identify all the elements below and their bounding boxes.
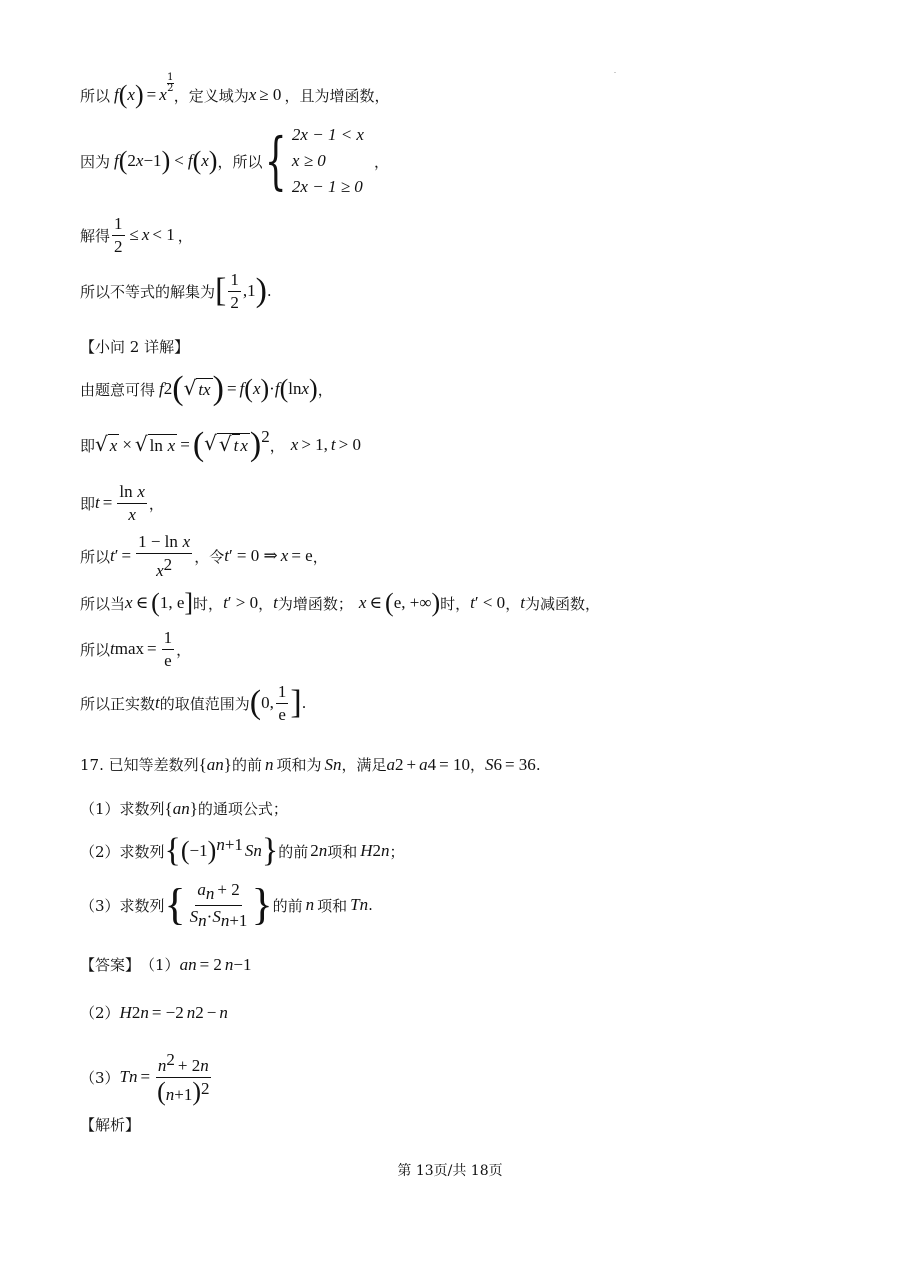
line-range: 所以正实数 t 的取值范围为 ( 0, $\frac{1}{e}$ ] . bbox=[80, 682, 307, 724]
answer-label: 【答案】 bbox=[80, 956, 141, 974]
text: 因为 bbox=[80, 152, 111, 171]
text: 所以 bbox=[80, 547, 111, 566]
line-f-definition: 所以 f ( x ) = x 1 2 ，定义域为 x ≥ 0 ，且为增函数， bbox=[80, 71, 390, 109]
question-17: 17. 已知等差数列 { a n } 的前 n 项和为 S n ，满足 a 2 + a 4 = 10 ， S 6 = 36 . bbox=[80, 754, 541, 774]
text: 17. 已知等差数列 bbox=[80, 756, 199, 774]
text: . bbox=[535, 755, 541, 774]
text: （3） bbox=[80, 1068, 120, 1087]
question-17-part1: （1）求数列 { a n } 的通项公式； bbox=[80, 798, 288, 818]
text: 的取值范围为 bbox=[159, 694, 250, 713]
text: 的前 bbox=[272, 896, 303, 915]
text: 项和 bbox=[327, 842, 358, 861]
text: ， bbox=[312, 547, 328, 566]
text: 即 bbox=[80, 494, 96, 513]
text: （3）求数列 bbox=[80, 896, 165, 915]
text: . bbox=[266, 282, 272, 301]
answer-part1: 【答案】 （1） a n = 2 n −1 bbox=[80, 954, 252, 974]
text: 时， bbox=[193, 594, 224, 613]
line-given: 由题意可得 f 2 ( √ tx ) = f ( x ) · f ( ln x ) ， bbox=[80, 370, 333, 407]
text: 项和为 bbox=[276, 756, 322, 774]
inequality-system: { 2x − 1 < x x ≥ 0 2x − 1 ≥ 0 bbox=[262, 122, 364, 200]
system-row: 2x − 1 ≥ 0 bbox=[291, 177, 363, 196]
text: 所以 bbox=[80, 86, 111, 105]
text: ， bbox=[469, 756, 485, 774]
page-footer: 第 13页/共 18页 bbox=[397, 1163, 503, 1179]
text: 【解析】 bbox=[80, 1116, 141, 1134]
line-derivative: 所以 t ′ = $\frac{\text{1 − ln x}}{x^2}$ ，令 t ′ = 0 ⇒ x = e ， bbox=[80, 532, 328, 580]
text: 的通项公式； bbox=[197, 800, 288, 818]
text: . bbox=[301, 694, 307, 713]
question-17-part3: （3）求数列 { $\frac{a_n + 2}{S_n\cdot S_{n+1}}$ } 的前 n 项和 T n . bbox=[80, 880, 373, 930]
system-row: x ≥ 0 bbox=[291, 151, 326, 170]
section-part2-heading bbox=[80, 336, 189, 357]
text: 时， bbox=[440, 594, 471, 613]
text: ，且为增函数， bbox=[284, 86, 390, 105]
text: ， bbox=[373, 152, 389, 171]
system-row: 2x − 1 < x bbox=[291, 125, 364, 144]
line-monotonicity: 所以当 x ∈ ( 1, e ] 时， t ′ > 0 ， t 为增函数； x ∈ ( e, +∞ ) 时， t ′ < 0 ， t 为减函数， bbox=[80, 588, 600, 617]
answer-part2: （2） H 2 n = −2 n 2 − n bbox=[80, 1002, 228, 1022]
text: ， bbox=[258, 594, 274, 613]
text: 所以正实数 bbox=[80, 694, 156, 713]
line-solution-set: 所以不等式的解集为 [ $\frac{1}{2}$ ,1 ) . bbox=[80, 270, 272, 312]
line-solution: 解得 $\frac{1}{2}$ ≤ x < 1 ， bbox=[80, 214, 193, 256]
text: 即 bbox=[80, 436, 96, 455]
text: 为减函数， bbox=[524, 594, 600, 613]
text: ， bbox=[176, 640, 192, 659]
answer-part3: （3） T n = $\frac{n^2 + 2n}{(n+1)^2}$ bbox=[80, 1050, 210, 1106]
text: ， bbox=[177, 226, 193, 245]
text: 项和 bbox=[317, 896, 348, 915]
text: 【小问 2 详解】 bbox=[80, 338, 190, 356]
text: 为增函数； bbox=[277, 594, 353, 613]
text: ； bbox=[389, 842, 405, 861]
scan-speck bbox=[614, 72, 616, 73]
text: 由题意可得 bbox=[80, 380, 156, 399]
text: 的前 bbox=[278, 842, 309, 861]
text: ， bbox=[317, 380, 333, 399]
text: 解得 bbox=[80, 226, 111, 245]
text: . bbox=[368, 896, 373, 915]
text: ，所以 bbox=[217, 152, 263, 171]
text: 所以不等式的解集为 bbox=[80, 282, 216, 301]
text: 的前 bbox=[231, 756, 262, 774]
text: ，满足 bbox=[341, 756, 387, 774]
text: （2）求数列 bbox=[80, 842, 165, 861]
question-17-part2: （2）求数列 { ( −1 ) $^n$ $^{+1}$ S n } 的前 2 n 项和 H 2 n ； bbox=[80, 832, 405, 869]
text: ， bbox=[505, 594, 521, 613]
text: 所以当 bbox=[80, 594, 126, 613]
line-inequality-system: 因为 f ( 2 x −1 ) < f ( x ) ，所以 { 2x − 1 < x x ≥ 0 2x − 1 ≥ 0 ， bbox=[80, 122, 389, 200]
text: ， bbox=[148, 494, 164, 513]
line-tmax: 所以 t max = $\frac{1}{e}$ ， bbox=[80, 628, 192, 670]
line-sqrt-equation: 即 √ x × √ ln x = ( √ √ t x ) $^2$ ， x > 1, t > 0 bbox=[80, 426, 361, 463]
text: （1）求数列 bbox=[80, 800, 165, 818]
text: ，定义域为 bbox=[173, 86, 249, 105]
text: （2） bbox=[80, 1004, 120, 1022]
text: （1） bbox=[140, 956, 180, 974]
line-t-expression: 即 t = $\frac{\text{ln x}}{x}$ ， bbox=[80, 482, 164, 524]
text: ，令 bbox=[194, 547, 225, 566]
text: 所以 bbox=[80, 640, 111, 659]
text: ， bbox=[269, 436, 285, 455]
analysis-heading bbox=[80, 1114, 140, 1135]
